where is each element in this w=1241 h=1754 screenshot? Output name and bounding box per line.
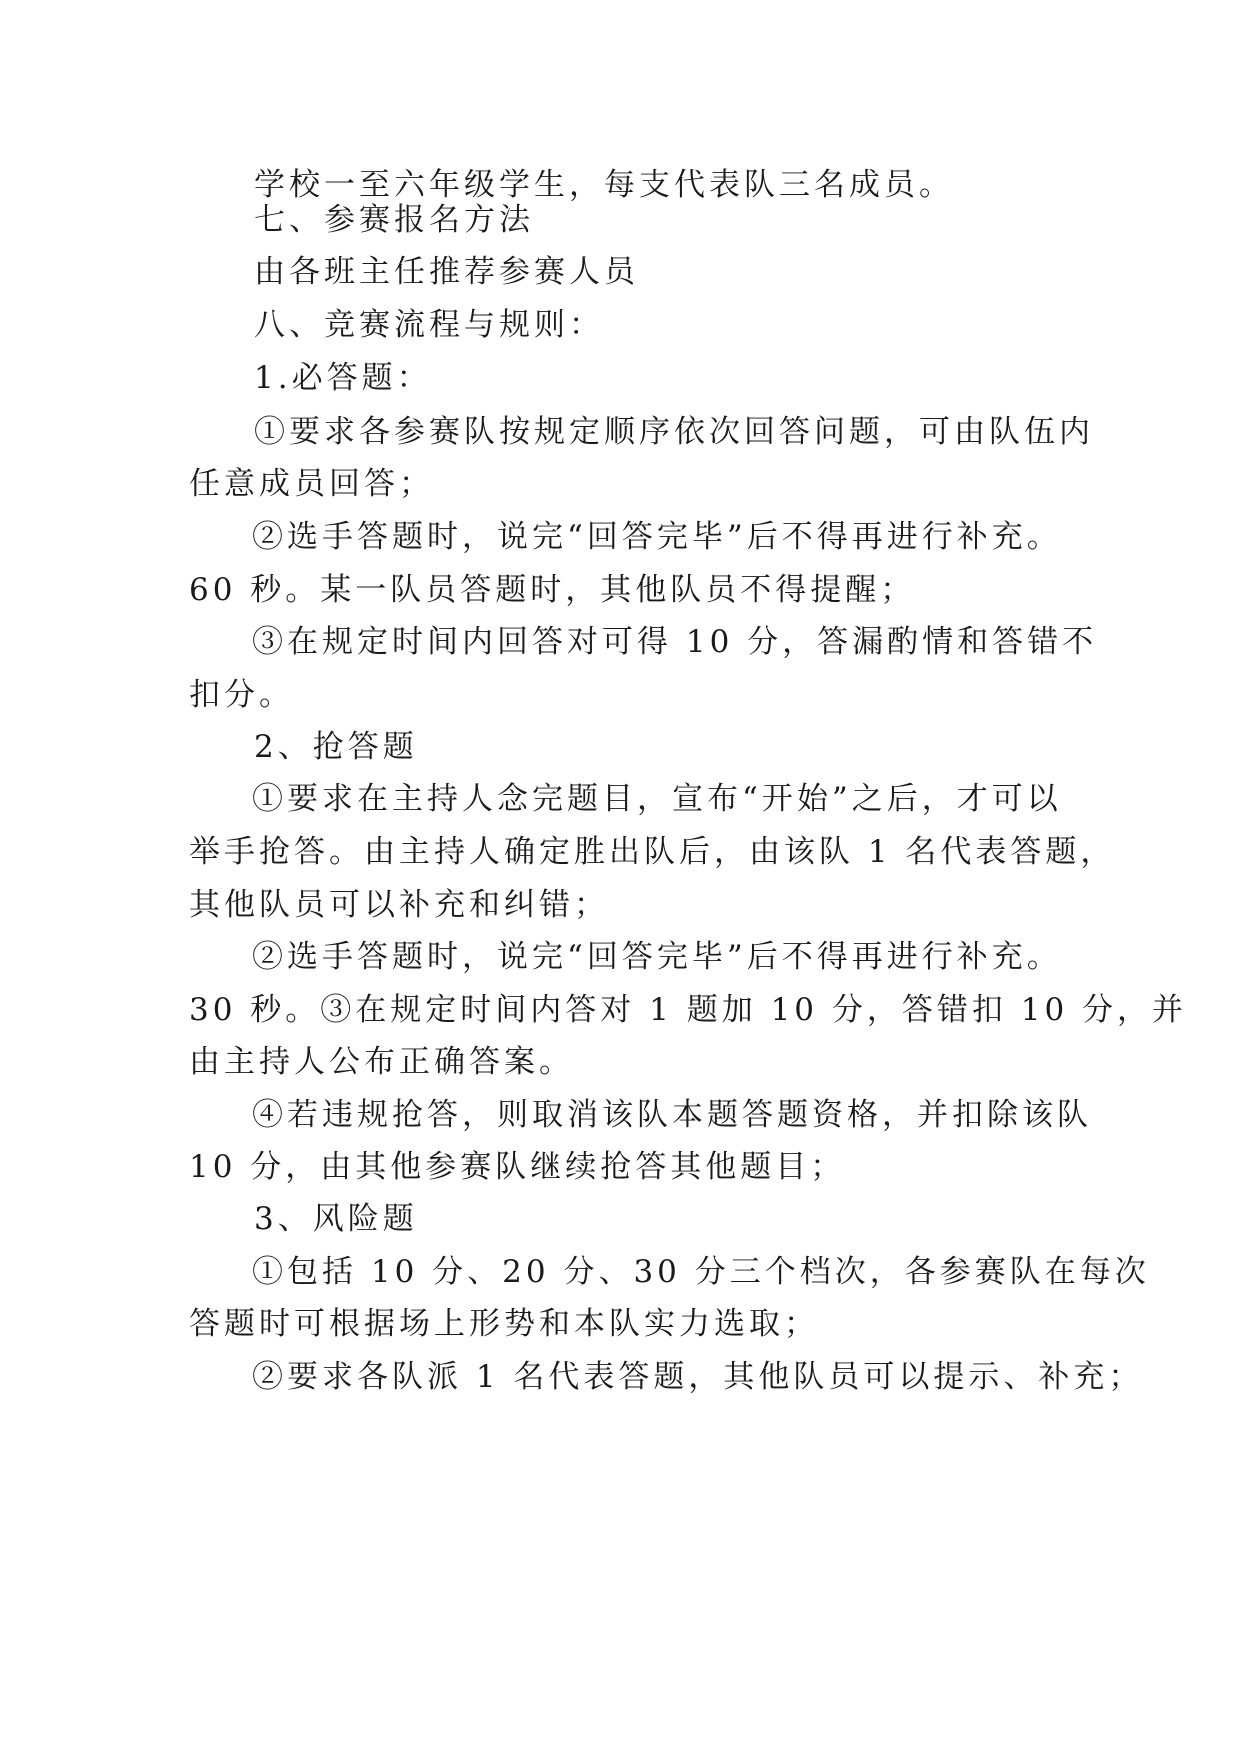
section-8-heading: 八、竞赛流程与规则：	[254, 307, 604, 343]
rule-2-4-line-2: 10 分，由其他参赛队继续抢答其他题目；	[189, 1149, 846, 1185]
rule-3-1-line-2: 答题时可根据场上形势和本队实力选取；	[189, 1306, 819, 1342]
subsection-1-heading: 1.必答题：	[254, 360, 432, 396]
subsection-2-heading: 2、抢答题	[254, 729, 418, 765]
rule-3-2-line-1: ②要求各队派 1 名代表答题，其他队员可以提示、补充；	[252, 1359, 1144, 1395]
rule-1-3-line-1: ③在规定时间内回答对可得 10 分，答漏酌情和答错不	[252, 624, 1098, 660]
participants-line: 学校一至六年级学生，每支代表队三名成员。	[254, 167, 954, 203]
rule-1-3-line-2: 扣分。	[189, 677, 294, 713]
rule-2-4-line-1: ④若违规抢答，则取消该队本题答题资格，并扣除该队	[252, 1097, 1092, 1133]
rule-2-1-line-1: ①要求在主持人念完题目，宣布“开始”之后，才可以	[252, 781, 1062, 817]
registration-method: 由各班主任推荐参赛人员	[254, 254, 639, 290]
rule-2-2-line-1: ②选手答题时，说完“回答完毕”后不得再进行补充。	[252, 939, 1062, 975]
rule-2-2-line-2: 30 秒。③在规定时间内答对 1 题加 10 分，答错扣 10 分，并	[189, 992, 1188, 1028]
section-7-heading: 七、参赛报名方法	[254, 202, 534, 238]
rule-1-1-line-2: 任意成员回答；	[189, 466, 434, 502]
rule-2-1-line-2: 举手抢答。由主持人确定胜出队后，由该队 1 名代表答题，	[189, 834, 1116, 870]
rule-3-1-line-1: ①包括 10 分、20 分、30 分三个档次，各参赛队在每次	[252, 1254, 1150, 1290]
rule-1-1-line-1: ①要求各参赛队按规定顺序依次回答问题，可由队伍内	[254, 414, 1094, 450]
rule-1-2-line-2: 60 秒。某一队员答题时，其他队员不得提醒；	[189, 572, 916, 608]
rule-1-2-line-1: ②选手答题时，说完“回答完毕”后不得再进行补充。	[252, 519, 1062, 555]
subsection-3-heading: 3、风险题	[254, 1201, 418, 1237]
rule-2-1-line-3: 其他队员可以补充和纠错；	[189, 887, 609, 923]
rule-2-2-line-3: 由主持人公布正确答案。	[189, 1044, 574, 1080]
